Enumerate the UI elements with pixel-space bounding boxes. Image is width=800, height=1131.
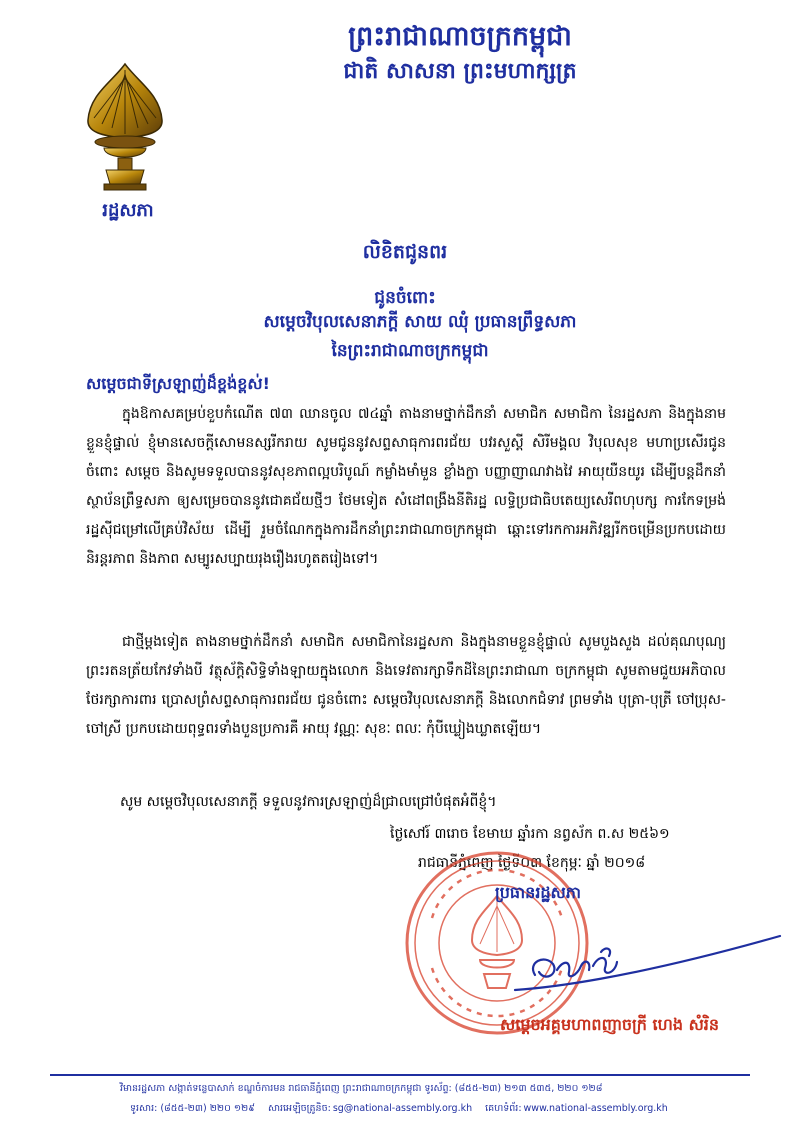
footer-website-label: គេហទំព័រ: — [485, 1103, 522, 1114]
closing-line: សូម សម្ដេចវិបុលសេនាភក្ដី ទទួលនូវការស្រឡាញ់ដ៏ជ្រាលជ្រៅបំផុតអំពីខ្ញុំ។ — [120, 794, 497, 810]
national-assembly-emblem-icon — [82, 62, 168, 192]
footer-address: វិមានរដ្ឋសភា សង្កាត់ទន្លេបាសាក់ ខណ្ឌចំការមន រាជធានីភ្នំពេញ ព្រះរាជាណាចក្រកម្ពុជា ទូរស័ព្ទ: (៨៥៥-២៣) ២១៣ ៥៣៥, ២២០ ១២៨ — [120, 1083, 603, 1094]
footer-fax: ទូរសារ: (៨៥៥-២៣) ២២០ ១២៩ — [130, 1103, 255, 1114]
footer-email-link[interactable]: sg@national-assembly.org.kh — [332, 1103, 473, 1114]
footer-divider — [50, 1074, 750, 1076]
recipient-line-1: សម្ដេចវិបុលសេនាភក្ដី សាយ ឈុំ ប្រធានព្រឹទ្ធសភា — [263, 312, 577, 332]
signer-name: សម្ដេចអគ្គមហាពញាចក្រី ហេង សំរិន — [500, 1015, 720, 1034]
signer-title: ប្រធានរដ្ឋសភា — [495, 883, 582, 902]
to-label: ជូនចំពោះ — [374, 288, 436, 308]
footer-website-link[interactable]: www.national-assembly.org.kh — [523, 1103, 668, 1114]
footer-email-label: សារអេឡិចត្រូនិច: — [267, 1103, 331, 1114]
national-motto: ជាតិ សាសនា ព្រះមហាក្សត្រ — [343, 59, 577, 84]
footer-contacts — [130, 1102, 730, 1116]
body-paragraph-2: ជាថ្មីម្ដងទៀត តាងនាមថ្នាក់ដឹកនាំ សមាជិក សមាជិកានៃរដ្ឋសភា និងក្នុងនាមខ្លួនខ្ញុំផ្ទាល់ សូមបួងសួង ដល់គុណបុណ្យព្រះរតនត្រ័យកែវទាំងបី វត្ថុស័ក្ដិសិទ្ធិទាំងឡាយក្នុងលោក និងទេវតារក្សាទឹកដីនៃព្រះរាជាណា ចក្រកម្ពុជា សូមតាមជួយអភិបាលថែរក្សាការពារ ប្រោសព្រំសព្ទសាធុការពរជ័យ ជូនចំពោះ សម្ដេចវិបុលសេនាភក្ដី និងលោកជំទាវ ព្រមទាំង បុត្រា-បុត្រី ចៅប្រុស-ចៅស្រី ប្រកបដោយពុទ្ធពរទាំងបួនប្រការគឺ អាយុ វណ្ណៈ សុខៈ ពលៈ កុំបីឃ្លៀងឃ្លាតឡើយ។ — [86, 634, 726, 737]
body-paragraph-1: ក្នុងឱកាសគម្រប់ខួបកំណើត ៧៣ ឈានចូល ៧៤ឆ្នាំ តាងនាមថ្នាក់ដឹកនាំ សមាជិក សមាជិកា នៃរដ្ឋសភា និងក្នុងនាមខ្លួនខ្ញុំផ្ទាល់ ខ្ញុំមានសេចក្ដីសោមនស្សរីករាយ សូមជូននូវសព្ទសាធុការពរជ័យ បវរសួស្ដី សិរីមង្គល វិបុលសុខ មហាប្រសើរជូនចំពោះ សម្ដេច និងសូមទទួលបាននូវសុខភាពល្អបរិបូណ៍ កម្លាំងមាំមួន ខ្លាំងក្លា បញ្ញាញាណវាងវៃ អាយុយឺនយូរ ដើម្បីបន្ដដឹកនាំស្ថាប័នព្រឹទ្ធសភា ឲ្យសម្រេចបាននូវជោគជ័យថ្មីៗ ថែមទៀត សំដៅពង្រឹងនីតិរដ្ឋ លទ្ធិប្រជាធិបតេយ្យសេរីពហុបក្ស ការកែទម្រង់រដ្ឋស៊ីជម្រៅលើគ្រប់វិស័យ ដើម្បី រួមចំណែកក្នុងការដឹកនាំព្រះរាជាណាចក្រកម្ពុជា ឆ្ពោះទៅរកការអភិវឌ្ឍរីកចម្រើនប្រកបដោយនិរន្ដរភាព និងភាព សម្បូរសប្បាយរុងរឿងរហូតតរៀងទៅ។ — [86, 406, 726, 567]
letter-heading: លិខិតជូនពរ — [362, 241, 448, 263]
kingdom-title: ព្រះរាជាណាចក្រកម្ពុជា — [348, 21, 572, 52]
handwritten-signature-icon — [505, 930, 785, 1000]
institution-label: រដ្ឋសភា — [102, 200, 154, 221]
salutation: សម្ដេចជាទីស្រឡាញ់ដ៏ខ្ពង់ខ្ពស់! — [86, 374, 270, 393]
solar-date: រាជធានីភ្នំពេញ ថ្ងៃទី០៣ ខែកុម្ភៈ ឆ្នាំ ២០១៨ — [418, 855, 646, 871]
recipient-line-2: នៃព្រះរាជាណាចក្រកម្ពុជា — [331, 341, 489, 361]
lunar-date: ថ្ងៃសៅរ៍ ៣រោច ខែមាឃ ឆ្នាំរកា នព្វស័ក ព.ស ២៥៦១ — [390, 826, 670, 842]
